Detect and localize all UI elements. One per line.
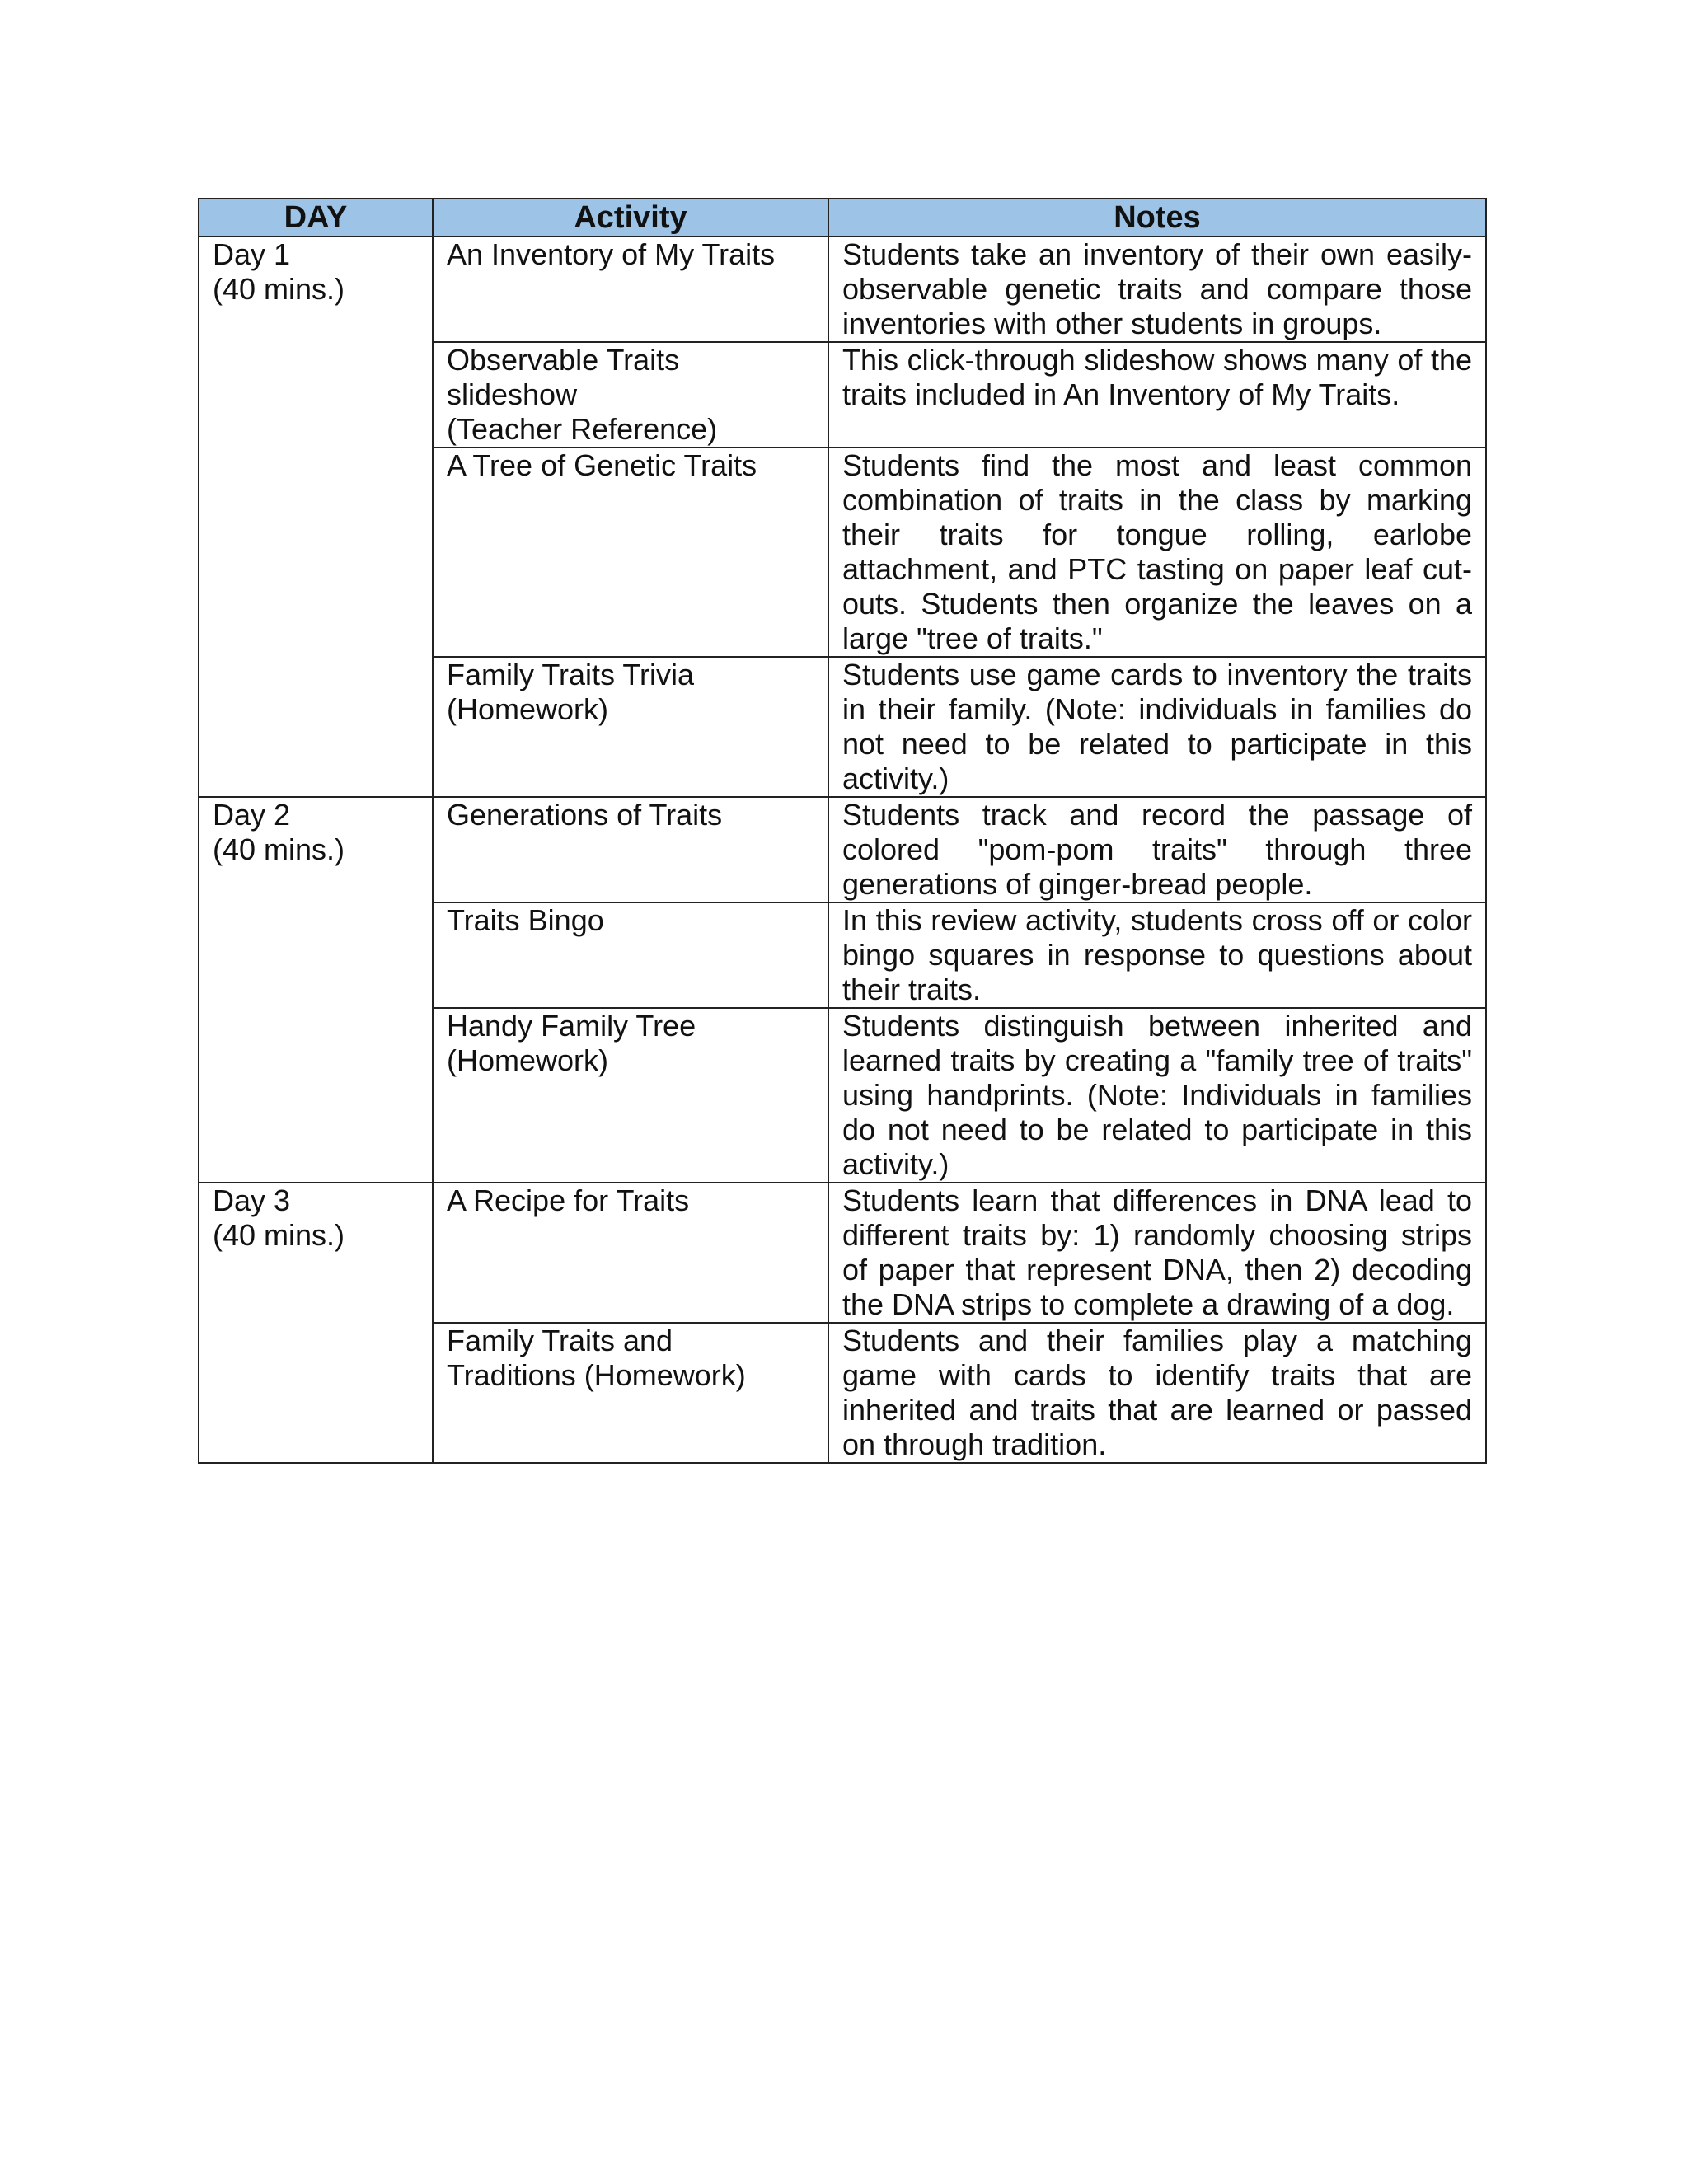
table-row	[199, 797, 1486, 902]
day-cell	[199, 237, 433, 797]
notes-cell: This click-through slideshow shows many of the traits included in An Inventory of My Traits.	[828, 342, 1486, 448]
day-duration: (40 mins.)	[213, 1218, 345, 1252]
activity-name-line: (Teacher Reference)	[447, 412, 718, 446]
activity-cell	[433, 1008, 828, 1183]
lesson-schedule-table	[198, 198, 1487, 1464]
activity-name-line: (Homework)	[447, 1043, 609, 1077]
activity-name-line: A Recipe for Traits	[447, 1183, 690, 1217]
activity-cell	[433, 797, 828, 902]
notes-cell: Students learn that differences in DNA lead to different traits by: 1) randomly choosing strips of paper that represent DNA, then 2) decoding the DNA strips to complete a drawing of a dog.	[828, 1183, 1486, 1323]
header-day: DAY	[199, 199, 433, 237]
activity-cell	[433, 1183, 828, 1323]
activity-name-line: Family Traits Trivia	[447, 658, 695, 691]
activity-name-line: slideshow	[447, 377, 578, 411]
notes-cell: Students track and record the passage of colored "pom-pom traits" through three generations of ginger-bread people.	[828, 797, 1486, 902]
activity-cell	[433, 237, 828, 342]
activity-name-line: Handy Family Tree	[447, 1009, 696, 1043]
activity-name-line: Traits Bingo	[447, 903, 604, 937]
activity-name-line: Family Traits and	[447, 1324, 673, 1357]
day-cell	[199, 797, 433, 1183]
table-body	[199, 237, 1486, 1463]
day-duration: (40 mins.)	[213, 272, 345, 306]
activity-name-line: Observable Traits	[447, 343, 680, 377]
day-label: Day 3	[213, 1183, 291, 1217]
activity-name-line: Generations of Traits	[447, 798, 723, 832]
notes-cell: Students find the most and least common combination of traits in the class by marking their traits for tongue rolling, earlobe attachment, and PTC tasting on paper leaf cut-outs. Students then organize the leaves on a large "tree of traits."	[828, 448, 1486, 657]
activity-cell	[433, 902, 828, 1008]
table-row	[199, 237, 1486, 342]
day-label: Day 1	[213, 237, 291, 271]
day-cell	[199, 1183, 433, 1463]
activity-name-line: Traditions (Homework)	[447, 1358, 746, 1392]
activity-name-line: (Homework)	[447, 692, 609, 726]
activity-name-line: A Tree of Genetic Traits	[447, 448, 757, 482]
table-row	[199, 1183, 1486, 1323]
header-activity: Activity	[433, 199, 828, 237]
activity-cell	[433, 448, 828, 657]
notes-cell: In this review activity, students cross off or color bingo squares in response to questions about their traits.	[828, 902, 1486, 1008]
table-header	[199, 199, 1486, 237]
notes-cell: Students and their families play a matching game with cards to identify traits that are inherited and traits that are learned or passed on through tradition.	[828, 1323, 1486, 1463]
activity-name-line: An Inventory of My Traits	[447, 237, 776, 271]
notes-cell: Students distinguish between inherited and learned traits by creating a "family tree of traits" using handprints. (Note: Individuals in families do not need to be related to participate in this activity.)	[828, 1008, 1486, 1183]
header-row	[199, 199, 1486, 237]
header-notes: Notes	[828, 199, 1486, 237]
day-label: Day 2	[213, 798, 291, 832]
day-duration: (40 mins.)	[213, 832, 345, 866]
activity-cell	[433, 657, 828, 797]
activity-cell	[433, 342, 828, 448]
notes-cell: Students use game cards to inventory the traits in their family. (Note: individuals in families do not need to be related to participate in this activity.)	[828, 657, 1486, 797]
notes-cell: Students take an inventory of their own easily-observable genetic traits and compare those inventories with other students in groups.	[828, 237, 1486, 342]
activity-cell	[433, 1323, 828, 1463]
